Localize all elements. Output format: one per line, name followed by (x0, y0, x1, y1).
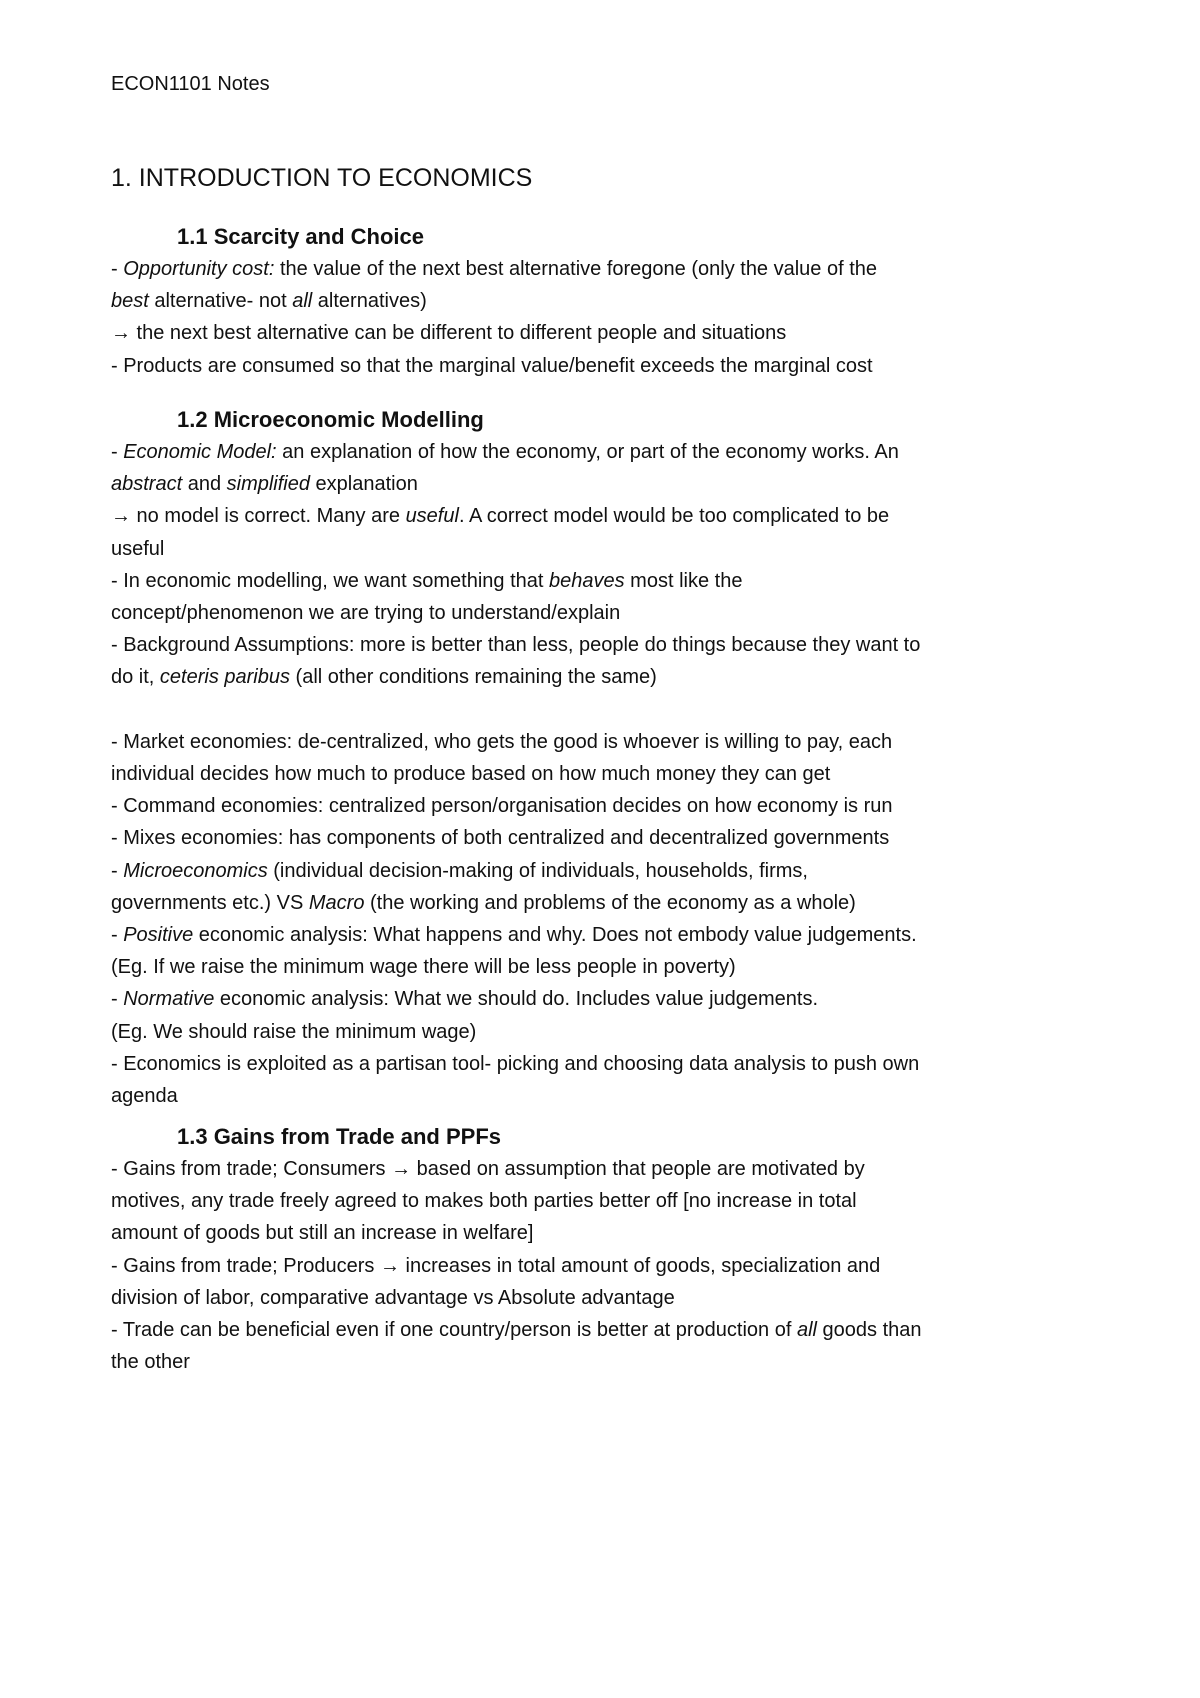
italic-text: Microeconomics (123, 859, 268, 882)
text-line (111, 533, 1111, 565)
text-run: agenda (111, 1085, 178, 1108)
text-line (111, 253, 1111, 285)
text-line (111, 1185, 1111, 1217)
italic-text: Positive (123, 924, 194, 947)
text-run: - (111, 258, 124, 280)
section-title: 1.3 Gains from Trade and PPFs (177, 1124, 501, 1149)
text-run: - (111, 859, 124, 882)
blank-line (111, 694, 1111, 726)
italic-text: simplified (226, 473, 310, 496)
text-run: the other (111, 1351, 190, 1374)
text-run: do it, (111, 666, 160, 689)
text-run: explanation (310, 473, 418, 496)
text-line (111, 951, 1111, 983)
text-run: the value of the next best alternative foregone (only the value of the (274, 258, 878, 280)
section-microeconomic-modelling (111, 404, 1111, 1112)
text-line (111, 1080, 1111, 1112)
document-header: ECON1101 Notes (111, 73, 270, 95)
text-line (111, 1346, 1111, 1378)
italic-text: all (292, 290, 313, 313)
text-run: and (182, 473, 227, 496)
text-run: concept/phenomenon we are trying to understand/explain (111, 602, 621, 625)
text-line (111, 629, 1111, 661)
text-line (111, 822, 1111, 854)
text-run: - Market economies: de-centralized, who gets the good is whoever is willing to pay, each (111, 730, 893, 753)
italic-text: all (796, 1319, 817, 1342)
text-run: (Eg. If we raise the minimum wage there will be less people in poverty) (111, 956, 736, 979)
text-line (111, 1048, 1111, 1080)
text-run: - Command economies: centralized person/organisation decides on how economy is run (111, 795, 893, 818)
text-run: an explanation of how the economy, or part of the economy works. An (276, 441, 899, 463)
text-line (111, 317, 1111, 349)
text-line (111, 758, 1111, 790)
text-run: amount of goods but still an increase in welfare] (111, 1222, 534, 1245)
text-line (111, 285, 1111, 317)
text-run: (all other conditions remaining the same) (289, 666, 657, 689)
section-title: 1.2 Microeconomic Modelling (177, 407, 484, 432)
italic-text: Macro (308, 891, 365, 914)
text-run: (the working and problems of the economy as a whole) (364, 891, 856, 914)
text-run: . A correct model would be too complicated to be (458, 505, 890, 528)
section-title: 1.1 Scarcity and Choice (177, 224, 424, 249)
italic-text: Opportunity cost: (123, 258, 275, 280)
text-line (111, 790, 1111, 822)
text-run: - Mixes economies: has components of both centralized and decentralized governments (111, 827, 890, 850)
text-line (111, 500, 1111, 532)
text-line (111, 350, 1111, 382)
italic-text: best (111, 290, 149, 313)
section-body (111, 436, 1111, 1112)
text-run: - Gains from trade; Producers → increases in total amount of goods, specialization and (111, 1254, 881, 1277)
text-line (111, 436, 1111, 468)
text-run: - (111, 988, 124, 1011)
text-line (111, 919, 1111, 951)
text-run: - Economics is exploited as a partisan tool- picking and choosing data analysis to push own (111, 1052, 920, 1075)
italic-text: Economic Model: (123, 441, 277, 463)
text-run: economic analysis: What we should do. Includes value judgements. (214, 988, 819, 1011)
section-gains-from-trade (111, 1121, 1111, 1378)
text-line (111, 1016, 1111, 1048)
section-body (111, 1153, 1111, 1378)
text-line (111, 726, 1111, 758)
text-run: division of labor, comparative advantage vs Absolute advantage (111, 1286, 675, 1309)
italic-text: abstract (111, 473, 183, 496)
text-line (111, 661, 1111, 693)
text-run: goods than (816, 1319, 922, 1342)
text-run: alternative- not (148, 290, 293, 313)
text-run: alternatives) (312, 290, 427, 313)
section-scarcity-and-choice (111, 221, 1111, 382)
text-run: - (111, 924, 124, 947)
text-run: - Gains from trade; Consumers → based on assumption that people are motivated by (111, 1158, 865, 1180)
text-run: - (111, 441, 124, 463)
text-run: (Eg. We should raise the minimum wage) (111, 1020, 477, 1043)
italic-text: Normative (123, 988, 215, 1011)
section-body (111, 253, 1111, 382)
text-line (111, 1314, 1111, 1346)
text-line (111, 565, 1111, 597)
text-line (111, 1250, 1111, 1282)
text-run: governments etc.) VS (111, 891, 309, 914)
text-run: individual decides how much to produce based on how much money they can get (111, 763, 831, 786)
text-line (111, 855, 1111, 887)
text-run: economic analysis: What happens and why. Does not embody value judgements. (193, 924, 917, 947)
text-run: - Trade can be beneficial even if one country/person is better at production of (111, 1319, 797, 1342)
text-run: → the next best alternative can be different to different people and situations (111, 322, 787, 345)
text-line (111, 887, 1111, 919)
text-run: useful (111, 537, 165, 560)
text-line (111, 468, 1111, 500)
chapter-title: 1. INTRODUCTION TO ECONOMICS (111, 164, 533, 192)
text-run: - Products are consumed so that the marginal value/benefit exceeds the marginal cost (111, 354, 873, 377)
italic-text: behaves (549, 569, 625, 592)
italic-text: useful (405, 505, 459, 528)
text-line (111, 1217, 1111, 1249)
text-run: - Background Assumptions: more is better than less, people do things because they want to (111, 634, 921, 657)
text-line (111, 597, 1111, 629)
text-line (111, 983, 1111, 1015)
text-line (111, 1153, 1111, 1185)
text-run: - In economic modelling, we want something that (111, 569, 549, 592)
italic-text: ceteris paribus (159, 666, 290, 689)
text-run: (individual decision-making of individuals, households, firms, (267, 859, 808, 882)
text-run: motives, any trade freely agreed to makes both parties better off [no increase in total (111, 1190, 857, 1213)
text-run: most like the (624, 569, 743, 592)
text-line (111, 1282, 1111, 1314)
text-run: → no model is correct. Many are (111, 505, 406, 528)
